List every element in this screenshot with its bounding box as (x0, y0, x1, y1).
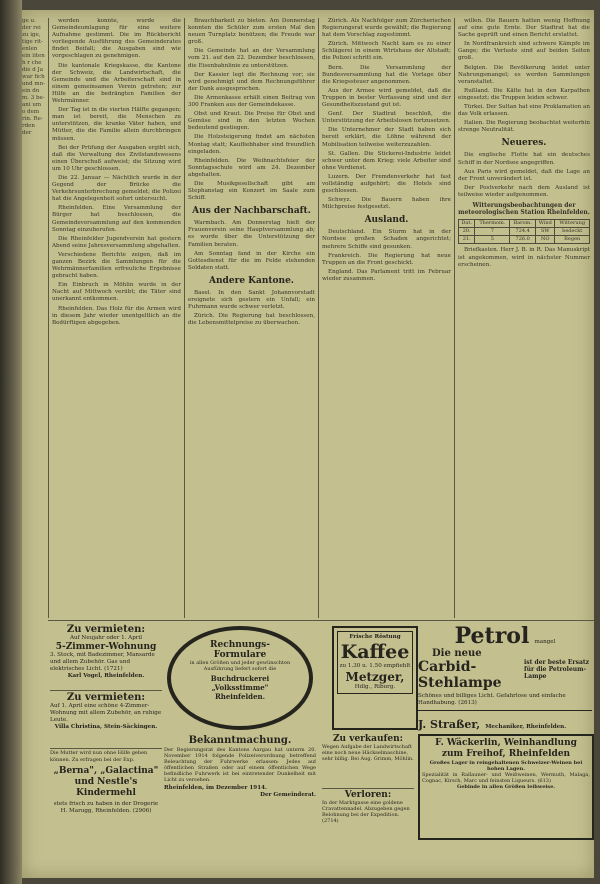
ad-bekanntmachung (164, 734, 316, 836)
article-paragraph: Aus der Armee wird gemeldet, daß die Truppen in bester Verfassung sind und der Gesundheitszustand gut ist. (322, 87, 451, 109)
article-paragraph: werden konnte, wurde die Gemeindeumlagung für eine weitere Aufnahme gestimmt. Die im Rückbericht vorliegende Ausführung des Gemeinderates findet Beifall; die Ausgaben sind wie vorgeschlagen zu genehmigen. (52, 18, 181, 60)
article-paragraph: In Nordfrankreich sind schwere Kämpfe im Gange; die Verluste sind auf beiden Seiten groß. (458, 41, 590, 62)
article-paragraph: Die Armenkasse erhält einen Beitrag von 300 Franken aus der Gemeindekasse. (188, 94, 315, 109)
ad-text: Die Mutter wird nun ohne Hilfe geben können. Zu erfragen bei der Exp. (50, 750, 148, 763)
weather-header: Barom. (510, 220, 536, 228)
weather-cell: SW (536, 228, 555, 236)
ad-zu-verkaufen (322, 734, 414, 786)
article-paragraph: England. Das Parlament tritt im Februar wieder zusammen. (322, 268, 451, 282)
article-paragraph: Die Unternehmer der Stadt haben sich bereit erklärt, die Löhne während der Mobilisation teilweise weiterzuzahlen. (322, 127, 451, 148)
ad-contact: Buchdruckerei „Volksstimme" Rheinfelden. (210, 674, 270, 701)
article-paragraph: Zürich. Als Nachfolger zum Zürcherischen Regierungsrat wurde gewählt; die Regierung hat dem Vorschlag zugestimmt. (322, 18, 451, 39)
ad-divider (50, 748, 162, 749)
article-paragraph: Genf. Der Stadtrat beschloß, die Unterstützung der Arbeitslosen fortzusetzen. (322, 111, 451, 125)
ad-text: Auf 1. April eine schöne 4-Zimmer-Wohnung mit allem Zubehör, an ruhige Leute. (50, 703, 162, 723)
article-paragraph: Rheinfelden. Eine Versammlung der Bürger hat beschlossen, die Gemeindeversammlung auf den kommenden Sonntag einzuberufen. (52, 205, 181, 233)
ad-verloren (322, 790, 414, 838)
article-paragraph: Türkei. Der Sultan hat eine Proklamation an das Volk erlassen. (458, 104, 590, 118)
table-row (459, 236, 590, 244)
ad-text: Hdlg., Riburg. (354, 684, 396, 690)
article-paragraph: Warmbach. Am Donnerstag hielt der Frauenverein seine Hauptversammlung ab; es wurde über die Unterstützung der Familien beraten. (188, 220, 315, 248)
article-paragraph: Der Postverkehr nach dem Ausland ist teilweise wieder aufgenommen. (458, 184, 590, 198)
article-paragraph: Am Sonntag fand in der Kirche ein Gottesdienst für die im Felde stehenden Soldaten statt. (188, 250, 315, 271)
ads-divider (48, 620, 594, 621)
article-paragraph: Rheinfelden. Das Holz für die Armen wird in diesem Jahr wieder unentgeltlich an die Bedürftigen abgegeben. (52, 305, 181, 326)
column-rule (318, 18, 319, 618)
article-paragraph: Schwyz. Die Bauern haben ihre Milchpreise festgesetzt. (322, 197, 451, 211)
ad-contact: Karl Vogel, Rheinfelden. (67, 673, 145, 679)
weather-cell: NO (536, 236, 555, 244)
ad-signature: Der Gemeinderat. (260, 792, 316, 798)
table-row (459, 228, 590, 236)
ad-contact: Mechaniker, Rheinfelden. (485, 724, 567, 730)
weather-table (458, 219, 590, 244)
ad-headline: Rechnungs-Formulare (210, 640, 270, 660)
column-1 (52, 18, 181, 329)
ad-text: 3. Stock, mit Badezimmer, Mansarde und allem Zubehör. Gas und elektrisches Licht. (1721) (50, 652, 155, 672)
section-heading: Ausland. (364, 215, 409, 226)
ad-headline: Kaffee (340, 641, 410, 663)
weather-cell: 7 (475, 228, 510, 236)
ad-text: Der Regierungsrat des Kantons Aargau hat unterm 20. November 1914 folgende Polizeiverordnung betreffend Beleuchtung der Fuhrwerke erlassen: Jedes auf öffentlichen Straßen oder auf einem öffentlichen Wege befindliche Fuhrwerk ist bei eintretender Dunkelheit mit Licht zu versehen. (164, 747, 316, 783)
ad-waeckerlin (418, 734, 594, 840)
weather-cell: bedeckt (555, 228, 590, 236)
article-paragraph: Luzern. Der Fremdenverkehr hat fast vollständig aufgehört; die Hotels sind geschlossen. (322, 173, 451, 195)
article-paragraph: Italien. Die Regierung beobachtet weiterhin strenge Neutralität. (458, 120, 590, 134)
ad-text: Gebinde in allen Größen leihweise. (456, 784, 556, 790)
ad-headline: „Berna", „Galactina" und Nestle's Kindermehl (53, 766, 159, 798)
ad-contact: Villa Christina, Stein-Säckingen. (54, 724, 158, 730)
ad-title: Zu vermieten: (66, 692, 146, 703)
weather-header: Thermom. (475, 220, 510, 228)
column-2 (188, 18, 315, 329)
ad-text: Großes Lager in reingehaltenen Schweizer-Weinen bei hohen Lagen. (429, 760, 583, 772)
ad-text: Die neue (432, 648, 482, 659)
weather-header: Dat. (459, 220, 475, 228)
ad-headline: Carbid-Stehlampe (418, 659, 502, 691)
ad-text: Wegen Aufgabe der Landwirtschaft eine noch neue Häckselmaschine, sehr billig. Bei Aug. Grimm, Möhlin. (322, 744, 414, 762)
briefkasten: Briefkasten. Herr J. B. in R. Das Manuskript ist angekommen, wird in nächster Nummer erscheinen. (458, 247, 590, 268)
ad-text: Spezialität in Rallauner- und Weißweinen, Wermuth, Malaga, Cognac, Kirsch, Marc und feinsten Liqueurs. (613) (422, 772, 590, 784)
ad-headline: zum Freihof, Rheinfelden (441, 749, 571, 759)
article-paragraph: Rheinfelden. Die Weihnachtsfeier der Sonntagsschule wird am 24. Dezember abgehalten. (188, 157, 315, 178)
newspaper-page (22, 10, 594, 878)
ad-rechnungs-formulare (164, 624, 316, 732)
ad-headline: F. Wäckerlin, Weinhandlung (435, 738, 577, 748)
ad-contact: J. Straßer, (418, 718, 481, 731)
article-paragraph: willen. Die Bauern hatten wenig Hoffnung auf eine gute Ernte. Der Stadtrat hat die Sache geprüft und einen Bericht erstattet. (458, 18, 590, 39)
ad-headline: 5-Zimmer-Wohnung (55, 642, 157, 652)
ad-title: Zu vermieten: (66, 624, 146, 635)
ad-divider (322, 788, 414, 789)
ad-contact: Metzger, (345, 670, 405, 684)
article-paragraph: Ein Einbruch in Möhlin wurde in der Nacht auf Mittwoch verübt; die Täter sind unerkannt entkommen. (52, 282, 181, 303)
section-heading: Aus der Nachbarschaft. (192, 206, 311, 217)
article-paragraph: St. Gallen. Die Stickerei-Industrie leidet schwer unter dem Krieg; viele Arbeiter sind ohne Verdienst. (322, 150, 451, 171)
ad-title: Verloren: (344, 790, 392, 800)
ad-text: mangel (534, 639, 556, 645)
article-paragraph: Rußland. Die Kälte hat in den Karpathen eingesetzt; die Truppen leiden schwer. (458, 87, 590, 101)
weather-cell: 20. (459, 228, 475, 236)
binding-spine (0, 0, 22, 884)
section-heading: Andere Kantone. (209, 275, 294, 286)
article-paragraph: Basel. In den Sankt Johannvorstadt ereignete sich gestern ein Unfall; ein Fuhrmann wurde schwer verletzt. (188, 289, 315, 311)
article-paragraph: Bern. Die Versammlung der Bundesversammlung hat die Vorlage über die Kriegssteuer angenommen. (322, 64, 451, 85)
ad-petrol (418, 624, 592, 732)
ad-headline: Bekanntmachung. (188, 735, 292, 746)
ad-text: in allen Größen und jeder gewünschten Ausführung liefert sofort die (189, 660, 291, 672)
ad-text: Frische Röstung (349, 634, 401, 640)
column-4 (458, 18, 590, 271)
article-paragraph: Belgien. Die Bevölkerung leidet unter Nahrungsmangel; es werden Sammlungen veranstaltet. (458, 64, 590, 85)
ad-text: Rheinfelden, im Dezember 1914. (164, 785, 267, 791)
article-paragraph: Die Musikgesellschaft gibt am Stephanstag ein Konzert im Saale zum Schiff. (188, 180, 315, 202)
ad-text: Auf Neujahr oder 1. April (69, 635, 143, 641)
article-paragraph: Zürich. Mittwoch Nacht kam es zu einer Schlägerei in einem Wirtshaus der Altstadt; die Polizei schritt ein. (322, 41, 451, 62)
article-paragraph: Aus Paris wird gemeldet, daß die Lage an der Front unverändert ist. (458, 168, 590, 182)
ad-zu-vermieten-2 (50, 692, 162, 746)
section-heading: Neueres. (501, 138, 547, 149)
article-paragraph: Bei der Prüfung der Ausgaben ergibt sich, daß die Verwaltung des Zivilstandswesens einen Überschuß aufweist; die Sitzung wird um 10 Uhr geschlossen. (52, 144, 181, 172)
article-paragraph: Zürich. Die Regierung hat beschlossen, die Lebensmittelpreise zu überwachen. (188, 313, 315, 327)
article-paragraph: Die kantonale Kriegskasse, die Kantone der Schweiz, die Landwirtschaft, die Gemeinde und die Arbeiterschaft sind in einem gemeinsamen Verein getreten; zur Hilfe an die bedrängten Familien der Wehrmänner. (52, 62, 181, 105)
article-paragraph: Der Tag ist in die vierten Hälfte gegangen; man ist bereit, die Menschen zu unterstützen, die kranke Väter haben, und Mütter, die die Familie allein durchbringen müssen. (52, 107, 181, 142)
ad-text: ist der beste Ersatz für die Petroleum-Lampe (524, 659, 590, 680)
article-paragraph: Die Rheinfelder Jugendverein hat gestern Abend seine Jahresversammlung abgehalten. (52, 235, 181, 249)
article-paragraph: Verschiedene Berichte zeigen, daß im ganzen Bezirk die Sammlungen für die Wehrmännerfamilien erfreuliche Ergebnisse gebracht haben. (52, 251, 181, 280)
article-paragraph: Die Holzsteigerung findet am nächsten Montag statt; Kaufliebhaber sind freundlich eingeladen. (188, 134, 315, 155)
weather-header: Wind (536, 220, 555, 228)
article-paragraph: Obst und Kraut. Die Preise für Obst und Gemüse sind in den letzten Wochen bedeutend gestiegen. (188, 111, 315, 132)
weather-cell: 5 (475, 236, 510, 244)
ad-berna (50, 750, 162, 842)
article-paragraph: Frankreich. Die Regierung hat neue Truppen an die Front geschickt. (322, 252, 451, 266)
column-rule (48, 18, 49, 618)
ad-contact: stets frisch zu haben in der Drogerie H. Marugg, Rheinfelden. (2906) (53, 801, 159, 814)
column-rule (454, 18, 455, 618)
ad-divider (50, 690, 162, 691)
article-paragraph: Der Kassier legt die Rechnung vor; sie wird genehmigt und dem Rechnungsführer der Dank ausgesprochen. (188, 71, 315, 92)
ad-text: zu 1.30 u. 1.50 empfiehlt (339, 663, 411, 669)
article-paragraph: Die englische Flotte hat ein deutsches Schiff in der Nordsee angegriffen. (458, 152, 590, 166)
ad-text: In der Marktgasse eine goldene Cravattennadel. Abzugeben gegen Belohnung bei der Expedition. (2714) (322, 800, 410, 824)
article-paragraph: Die Gemeinde hat an der Versammlung vom 21. auf den 22. Dezember beschlossen, die Eisenbahnlinie zu unterstützen. (188, 48, 315, 69)
ad-zu-vermieten-1 (50, 624, 162, 688)
article-paragraph: Brauchbarkeit zu bieten. Am Donnerstag konnten die Schüler zum ersten Mal den neuen Turnplatz benützen; die Freude war groß. (188, 18, 315, 46)
weather-cell: 21. (459, 236, 475, 244)
left-edge-column: ge u. der rei zu ige, tige rit- enlen ein iiten h r che die d Ja war fich und mn- ein dn m. 3 be- ani um o dem rin. Re- rden der (22, 18, 45, 136)
column-3 (322, 18, 451, 285)
weather-cell: 726.0 (510, 236, 536, 244)
ad-text: Schönes und billiges Licht. Gefahrlose und einfache Handhabung. (2613) (418, 693, 566, 706)
ad-title: Zu verkaufen: (332, 734, 404, 744)
weather-title: Witterungsbeobachtungen der meteorologischen Station Rheinfelden. (458, 201, 590, 217)
weather-header: Witterung (555, 220, 590, 228)
weather-cell: 724.4 (510, 228, 536, 236)
weather-cell: Regen (555, 236, 590, 244)
column-rule (184, 18, 185, 618)
article-paragraph: Deutschland. Ein Sturm hat in der Nordsee großen Schaden angerichtet; mehrere Schiffe sind gesunken. (322, 229, 451, 250)
article-paragraph: Die 22. Januar — Nächtlich wurde in der Gegend der Brücke die Verkehrsunterbrechung gemeldet; die Polizei hat die Angelegenheit sofort untersucht. (52, 174, 181, 203)
ad-headline: Petrol (454, 624, 530, 649)
ad-kaffee (332, 626, 418, 730)
